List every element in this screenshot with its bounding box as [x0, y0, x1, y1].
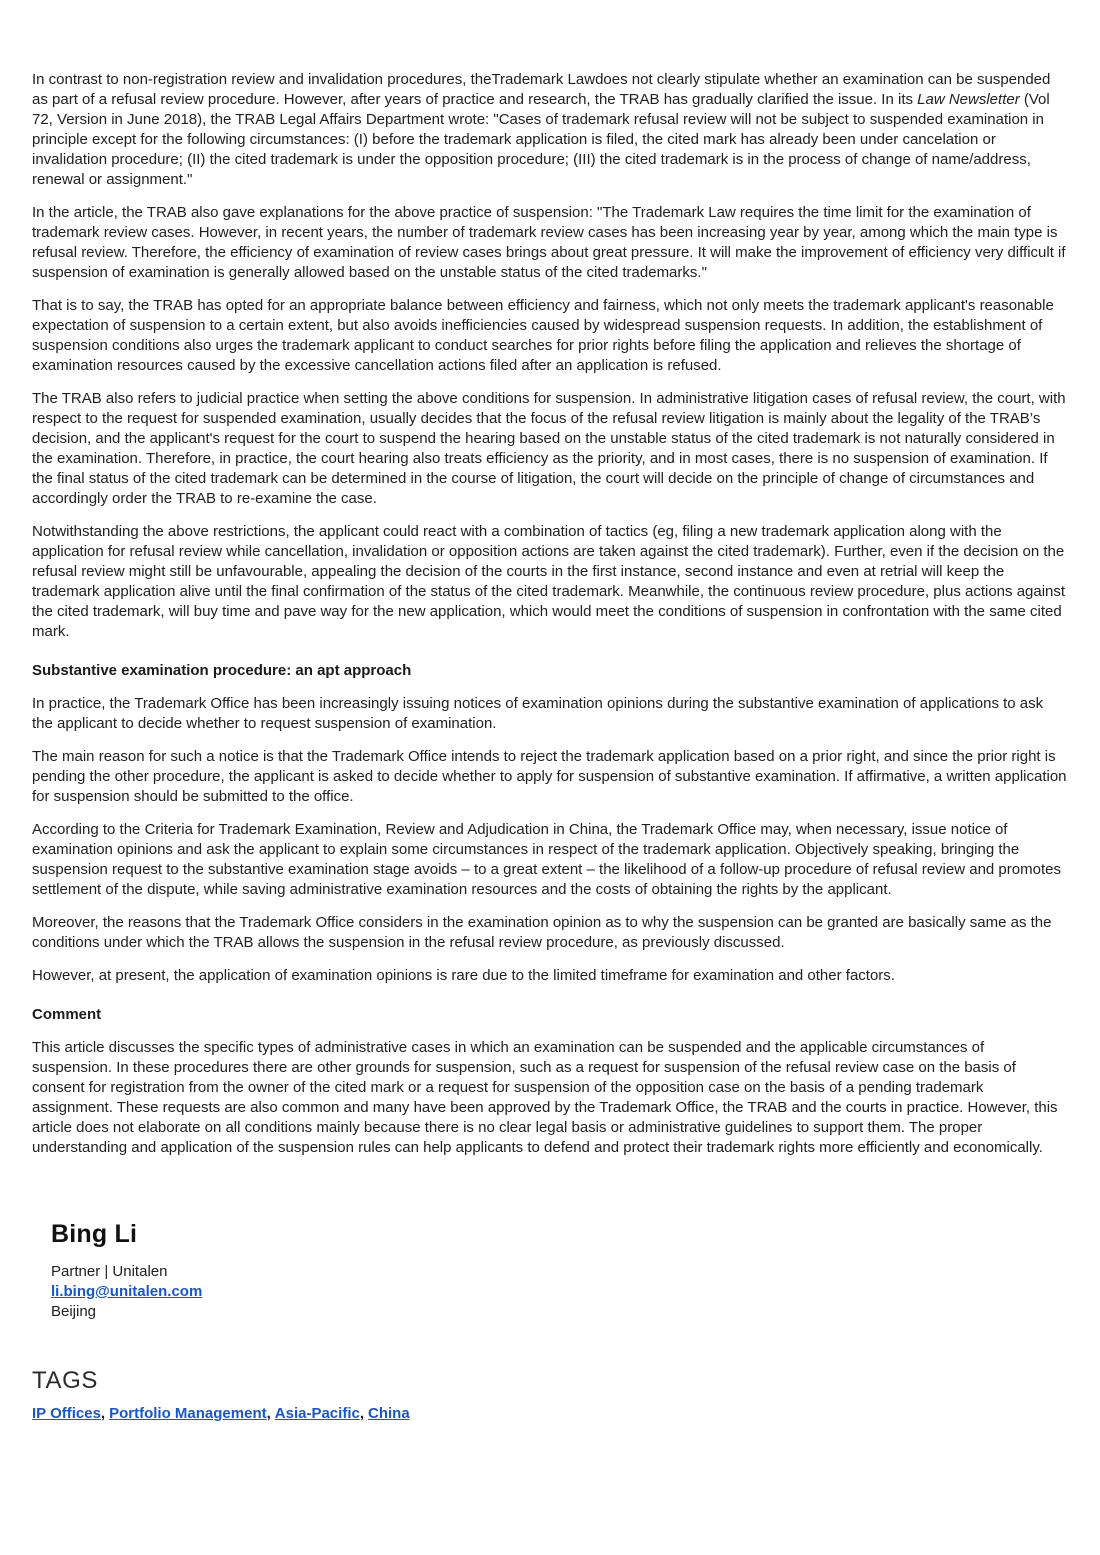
author-city: Beijing	[51, 1303, 97, 1320]
author-block	[51, 1220, 1068, 1322]
author-name: Bing Li	[51, 1220, 138, 1248]
paragraph-1-after: (Vol 72, Version in June 2018), the TRAB Legal Affairs Department wrote: "Cases of trademark refusal review will not be subject to suspended examination in principle except for the following circumstances: (I) before the trademark application is filed, the cited mark has already been under cancelation or invalidation procedure; (II) the cited trademark is under the opposition procedure; (III) the cited trademark is in the process of change of name/address, renewal or assignment."	[32, 91, 1050, 188]
tag-link-asia-pacific[interactable]: Asia-Pacific	[274, 1405, 360, 1422]
paragraph-10: However, at present, the application of examination opinions is rare due to the limited timeframe for examination and other factors.	[32, 967, 895, 984]
tags-row	[32, 1404, 1068, 1424]
paragraph-7: The main reason for such a notice is that the Trademark Office intends to reject the trademark application based on a prior right, and since the prior right is pending the other procedure, the applicant is asked to decide whether to apply for suspension of substantive examination. If affirmative, a written application for suspension should be submitted to the office.	[32, 748, 1067, 805]
article-body	[32, 70, 1068, 1158]
paragraph-1-before: In contrast to non-registration review and invalidation procedures, theTrademark Lawdoes not clearly stipulate whether an examination can be suspended as part of a refusal review procedure. However, after years of practice and research, the TRAB has gradually clarified the issue. In its	[32, 71, 1051, 108]
section-heading-substantive-examination: Substantive examination procedure: an apt approach	[32, 662, 412, 679]
paragraph-4: The TRAB also refers to judicial practice when setting the above conditions for suspension. In administrative litigation cases of refusal review, the court, with respect to the request for suspended examination, usually decides that the focus of the refusal review litigation is mainly about the legality of the TRAB’s decision, and the applicant's request for the court to suspend the hearing based on the unstable status of the cited trademark is not naturally considered in the examination. Therefore, in practice, the court hearing also treats efficiency as the priority, and in most cases, there is no suspension of examination. If the final status of the cited trademark can be determined in the course of litigation, the court will decide on the principle of change of circumstances and accordingly order the TRAB to re-examine the case.	[32, 390, 1066, 507]
tag-link-ip-offices[interactable]: IP Offices	[32, 1405, 101, 1422]
paragraph-2: In the article, the TRAB also gave explanations for the above practice of suspension: "The Trademark Law requires the time limit for the examination of trademark review cases. However, in recent years, the number of trademark review cases has been increasing year by year, among which the main type is refusal review. Therefore, the efficiency of examination of review cases brings about great pressure. It will make the improvement of efficiency very difficult if suspension of examination is generally allowed based on the unstable status of the cited trademarks."	[32, 204, 1066, 281]
tag-link-china[interactable]: China	[368, 1405, 410, 1422]
author-email-link[interactable]: li.bing@unitalen.com	[51, 1283, 203, 1300]
tags-section	[32, 1367, 1068, 1424]
paragraph-1	[32, 70, 1068, 190]
paragraph-8: According to the Criteria for Trademark Examination, Review and Adjudication in China, the Trademark Office may, when necessary, issue notice of examination opinions and ask the applicant to explain some circumstances in respect of the trademark application. Objectively speaking, bringing the suspension request to the substantive examination stage avoids – to a great extent – the likelihood of a follow-up procedure of refusal review and promotes settlement of the dispute, while saving administrative examination resources and the costs of obtaining the rights by the applicant.	[32, 821, 1061, 898]
paragraph-9: Moreover, the reasons that the Trademark Office considers in the examination opinion as to why the suspension can be granted are basically same as the conditions under which the TRAB allows the suspension in the refusal review procedure, as previously discussed.	[32, 914, 1052, 951]
author-email-row	[51, 1282, 1068, 1302]
paragraph-5: Notwithstanding the above restrictions, the applicant could react with a combination of tactics (eg, filing a new trademark application along with the application for refusal review while cancellation, invalidation or opposition actions are taken against the cited trademark). Further, even if the decision on the refusal review might still be unfavourable, appealing the decision of the courts in the first instance, second instance and even at retrial will keep the trademark application alive until the final confirmation of the status of the cited trademark. Meanwhile, the continuous review procedure, plus actions against the cited trademark, will buy time and pave way for the new application, which would meet the conditions of suspension in confrontation with the same cited mark.	[32, 523, 1066, 640]
paragraph-6: In practice, the Trademark Office has been increasingly issuing notices of examination opinions during the substantive examination of applications to ask the applicant to decide whether to request suspension of examination.	[32, 695, 1044, 732]
paragraph-1-italic-title: Law Newsletter	[917, 91, 1020, 108]
paragraph-3: That is to say, the TRAB has opted for an appropriate balance between efficiency and fairness, which not only meets the trademark applicant's reasonable expectation of suspension to a certain extent, but also avoids inefficiencies caused by widespread suspension requests. In addition, the establishment of suspension conditions also urges the trademark applicant to conduct searches for prior rights before filing the application and relieves the shortage of examination resources caused by the excessive cancellation actions filed after an application is refused.	[32, 297, 1054, 374]
tag-separator: ,	[359, 1405, 364, 1422]
tag-separator: ,	[100, 1405, 106, 1422]
paragraph-11: This article discusses the specific types of administrative cases in which an examination can be suspended and the applicable circumstances of suspension. In these procedures there are other grounds for suspension, such as a request for suspension of the refusal review case on the basis of consent for registration from the owner of the cited mark or a request for suspension of the opposition case on the basis of a pending trademark assignment. These requests are also common and many have been approved by the Trademark Office, the TRAB and the courts in practice. However, this article does not elaborate on all conditions mainly because there is no clear legal basis or administrative guidelines to support them. The proper understanding and application of the suspension rules can help applicants to defend and protect their trademark rights more efficiently and economically.	[32, 1039, 1058, 1156]
tags-title: TAGS	[32, 1367, 98, 1394]
tag-link-portfolio-management[interactable]: Portfolio Management	[109, 1405, 267, 1422]
section-heading-comment: Comment	[32, 1006, 102, 1023]
tag-separator: ,	[266, 1405, 271, 1422]
author-role: Partner | Unitalen	[51, 1263, 168, 1280]
